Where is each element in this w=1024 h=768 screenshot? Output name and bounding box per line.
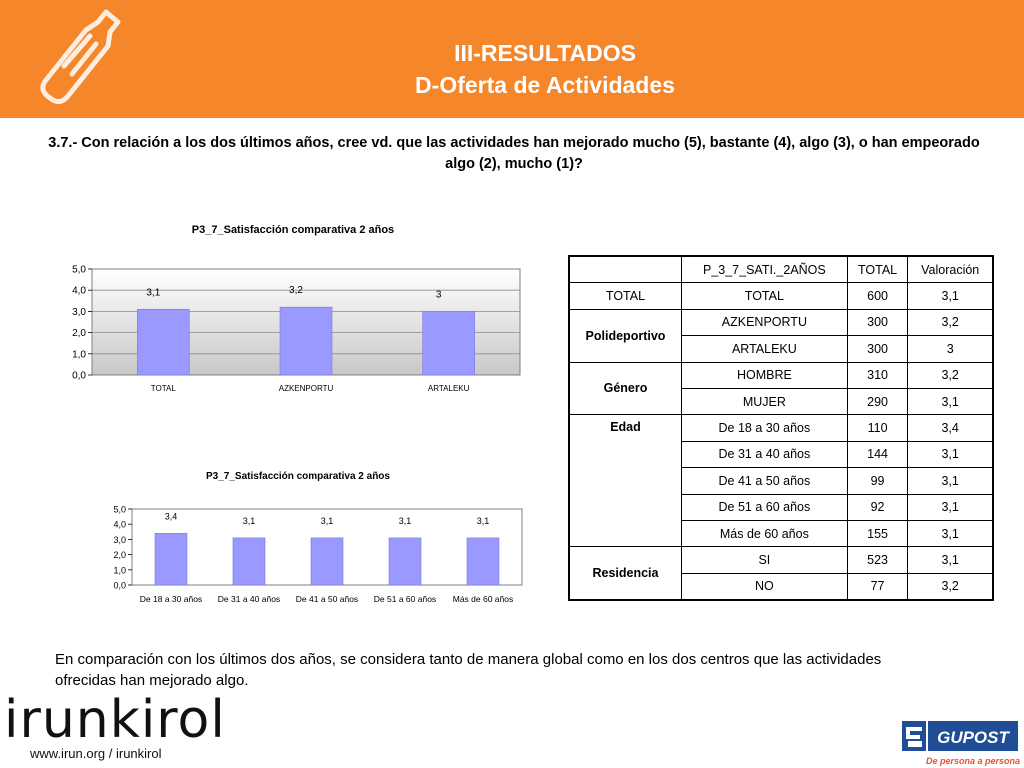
table-cell: 3,1 [908,520,993,546]
page-subtitle: D-Oferta de Actividades [415,72,675,98]
category-label: De 18 a 30 años [139,594,203,604]
table-cell: 523 [847,547,908,573]
data-label: 3,1 [320,515,334,526]
category-label: TOTAL [150,384,176,393]
table-cell: HOMBRE [681,362,847,388]
table-cell: 3 [908,336,993,362]
table-cell: 144 [847,441,908,467]
partner-name: GUPOST [937,728,1009,747]
table-cell: 99 [847,468,908,494]
table-cell: 3,1 [908,283,993,309]
table-cell: 110 [847,415,908,441]
footer-url[interactable]: www.irun.org / irunkirol [30,746,162,761]
conclusion-text: En comparación con los últimos dos años, se considera tanto de manera global como en los dos centros que las actividades ofrecidas han mejorado algo. [55,651,882,689]
data-label: 3,4 [164,511,178,522]
bar [233,538,265,585]
y-tick-label: 2,0 [113,550,126,561]
y-tick-label: 4,0 [113,519,126,530]
table-cell: 3,1 [908,468,993,494]
table-cell: ARTALEKU [681,336,847,362]
table-group-label: Residencia [569,547,681,600]
table-cell: De 18 a 30 años [681,415,847,441]
y-tick-label: 3,0 [72,306,86,318]
data-label: 3,1 [242,515,256,526]
data-label: 3,1 [398,515,412,526]
table-header-row [569,256,993,283]
bar [155,533,187,585]
table-cell: De 41 a 50 años [681,468,847,494]
bar [389,538,421,585]
table-cell: 3,1 [908,547,993,573]
data-label: 3,1 [476,515,490,526]
table-cell: De 51 a 60 años [681,494,847,520]
table-cell: 300 [847,309,908,335]
y-tick-label: 5,0 [72,264,86,276]
table-header-cell: P_3_7_SATI._2AÑOS [681,256,847,283]
table-row [569,283,993,309]
results-table [568,255,994,601]
category-label: De 31 a 40 años [217,594,281,604]
table-cell: 300 [847,336,908,362]
chart-by-center [60,212,530,407]
bar [280,307,332,375]
data-label: 3 [435,289,442,301]
y-tick-label: 3,0 [113,534,126,545]
table-cell: SI [681,547,847,573]
table-cell: 77 [847,573,908,600]
table-group-label: Edad [569,415,681,547]
table-group-label: Género [569,362,681,415]
chart-by-center-svg [60,212,530,407]
y-tick-label: 0,0 [113,580,126,591]
category-label: De 41 a 50 años [295,594,359,604]
bar [137,309,189,375]
bar [423,311,475,375]
table-cell: NO [681,573,847,600]
table-row [569,547,993,573]
table-cell: 3,1 [908,494,993,520]
y-tick-label: 1,0 [72,349,86,361]
gupost-logo [900,719,1020,768]
chart-title: P3_7_Satisfacción comparativa 2 años [191,224,395,236]
y-tick-label: 0,0 [72,370,86,382]
table-cell: 310 [847,362,908,388]
table-cell: 3,1 [908,388,993,414]
irunkirol-logo [4,690,226,750]
table-group-label: Polideportivo [569,309,681,362]
table-cell: Más de 60 años [681,520,847,546]
table-cell: 290 [847,388,908,414]
category-label: De 51 a 60 años [373,594,437,604]
table-cell: TOTAL [681,283,847,309]
bottle-icon [26,2,136,112]
table-row [569,362,993,388]
table-row [569,309,993,335]
table-corner-cell [569,256,681,283]
y-tick-label: 4,0 [72,285,86,297]
table-cell: 3,2 [908,362,993,388]
table-cell: 600 [847,283,908,309]
chart-by-age [100,460,530,610]
data-label: 3,1 [146,287,161,299]
y-tick-label: 1,0 [113,565,126,576]
table-cell: TOTAL [569,283,681,309]
category-label: AZKENPORTU [278,384,334,393]
table-cell: 3,4 [908,415,993,441]
table-header-cell: Valoración [908,256,993,283]
table-row [569,415,993,441]
bar [467,538,499,585]
table-cell: 3,2 [908,309,993,335]
header-banner [0,0,1024,118]
y-tick-label: 5,0 [113,504,126,515]
y-tick-label: 2,0 [72,328,86,340]
category-label: ARTALEKU [427,384,470,393]
table-cell: 92 [847,494,908,520]
logo-text: irunkirol [4,690,226,750]
table-cell: De 31 a 40 años [681,441,847,467]
data-label: 3,2 [289,285,303,297]
bar [311,538,343,585]
partner-tagline: De persona a persona [925,756,1020,766]
chart-by-age-svg [100,460,530,610]
table-cell: AZKENPORTU [681,309,847,335]
table-cell: 155 [847,520,908,546]
table-header-cell: TOTAL [847,256,908,283]
survey-question: 3.7.- Con relación a los dos últimos años, cree vd. que las actividades han mejorado mucho (5), bastante (4), algo (3), o han empeorado algo (2), mucho (1)? [48,135,980,172]
category-label: Más de 60 años [452,594,514,604]
page-title: III-RESULTADOS [454,40,636,66]
table-cell: 3,2 [908,573,993,600]
table-cell: 3,1 [908,441,993,467]
chart-title: P3_7_Satisfacción comparativa 2 años [206,471,390,482]
table-cell: MUJER [681,388,847,414]
